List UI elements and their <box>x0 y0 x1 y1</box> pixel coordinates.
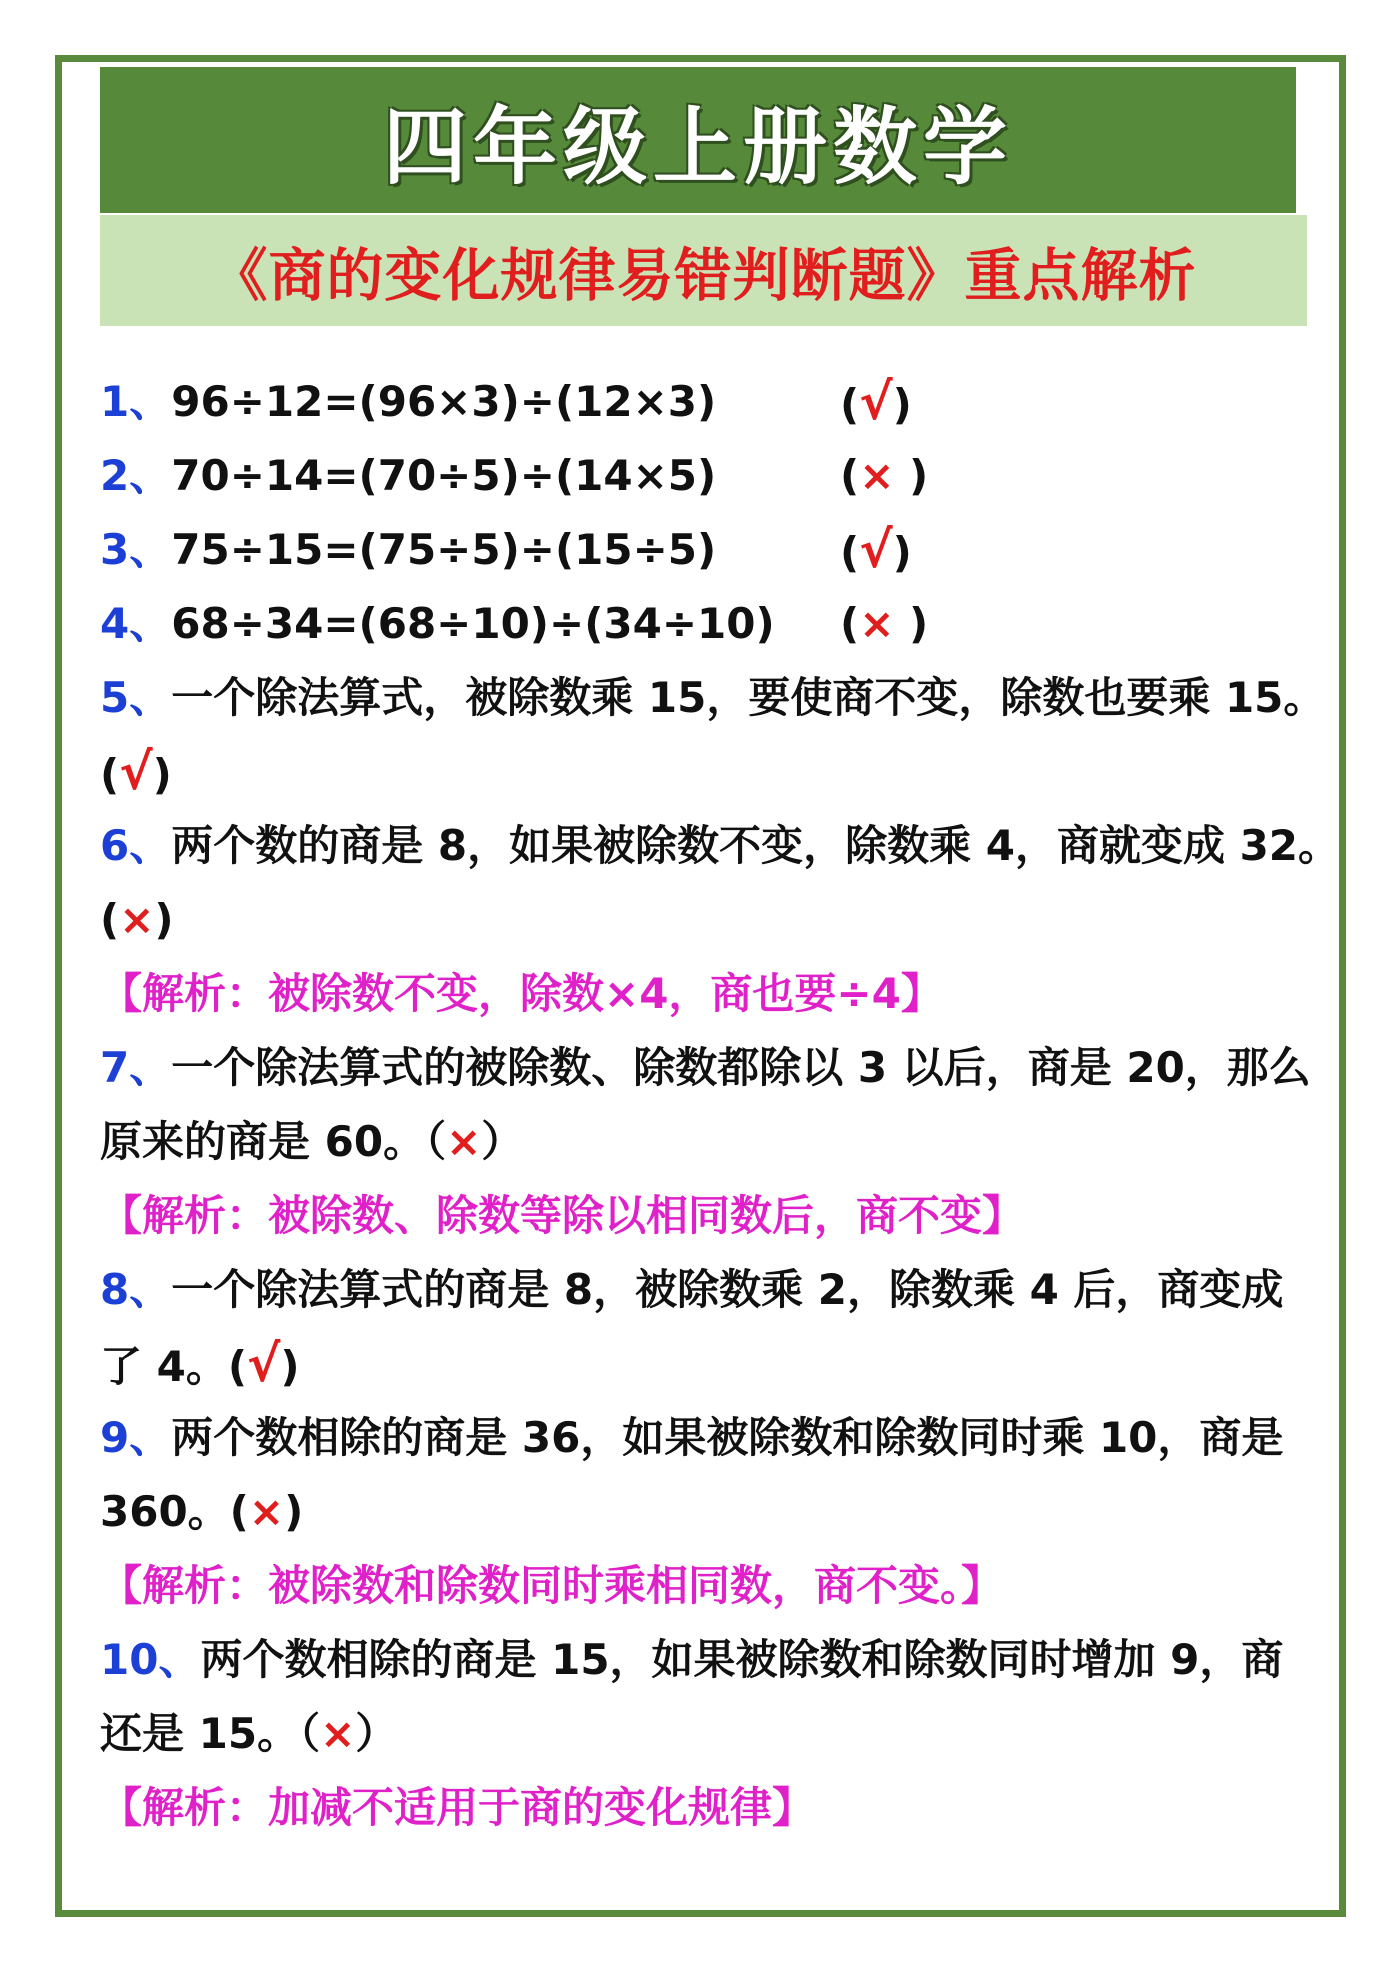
analysis-6: 【解析：被除数不变，除数×4，商也要÷4】 <box>100 969 943 1018</box>
answer-mark <box>840 439 928 513</box>
answer-mark <box>840 365 912 442</box>
question-text: 一个除法算式的商是 8，被除数乘 2，除数乘 4 后，商变成 <box>171 1265 1284 1314</box>
mark-open: ( <box>840 599 860 648</box>
cross-icon: × <box>119 895 155 944</box>
mark-close: ） <box>355 1709 398 1758</box>
subtitle-banner <box>100 215 1307 326</box>
question-text: 两个数的商是 8，如果被除数不变，除数乘 4，商就变成 32。 <box>171 821 1341 870</box>
page-subtitle: 《商的变化规律易错判断题》重点解析 <box>210 242 1197 309</box>
question-9-cont <box>100 1475 1315 1549</box>
check-icon: √ <box>247 1335 281 1393</box>
question-number: 8 <box>100 1265 130 1314</box>
question-text: 96÷12=(96×3)÷(12×3) <box>171 377 717 426</box>
question-text: 70÷14=(70÷5)÷(14×5) <box>171 451 717 500</box>
page-title: 四年级上册数学 <box>382 97 1013 196</box>
check-icon: √ <box>119 743 153 801</box>
question-text-cont: 360。( <box>100 1487 249 1536</box>
mark-open: ( <box>100 895 120 944</box>
mark-close: ) <box>154 895 174 944</box>
mark-open: ( <box>840 451 860 500</box>
question-separator: 、 <box>129 599 172 648</box>
question-number: 2 <box>100 451 130 500</box>
mark-open: ( <box>840 528 860 577</box>
question-8-cont <box>100 1327 1315 1401</box>
cross-icon: × <box>859 451 895 500</box>
analysis-9: 【解析：被除数和除数同时乘相同数，商不变。】 <box>100 1561 1004 1610</box>
question-1 <box>100 365 1315 439</box>
mark-open: ( <box>840 380 860 429</box>
question-number: 5 <box>100 673 130 722</box>
cross-icon: × <box>248 1487 285 1536</box>
question-number: 3 <box>100 525 130 574</box>
question-separator: 、 <box>129 451 172 500</box>
cross-icon: × <box>446 1117 482 1166</box>
question-list <box>100 365 1341 1845</box>
question-9 <box>100 1401 1315 1475</box>
question-10-cont <box>100 1697 1315 1771</box>
question-separator: 、 <box>129 673 172 722</box>
question-separator: 、 <box>158 1635 201 1684</box>
question-number: 10 <box>100 1635 159 1684</box>
question-separator: 、 <box>129 525 172 574</box>
mark-close: ) <box>152 750 172 799</box>
question-10 <box>100 1623 1315 1697</box>
question-6 <box>100 809 1341 883</box>
mark-close: ) <box>284 1487 304 1536</box>
question-text: 两个数相除的商是 15，如果被除数和除数同时增加 9，商 <box>200 1635 1284 1684</box>
question-text-cont: 了 4。( <box>100 1342 248 1391</box>
question-5-answer <box>100 735 1315 809</box>
question-text: 一个除法算式的被除数、除数都除以 3 以后，商是 20，那么 <box>171 1043 1311 1092</box>
answer-mark <box>840 513 912 590</box>
question-number: 1 <box>100 377 130 426</box>
question-separator: 、 <box>129 377 172 426</box>
mark-close: ) <box>894 451 929 500</box>
check-icon: √ <box>859 373 893 431</box>
question-7-cont <box>100 1105 1315 1179</box>
cross-icon: × <box>859 599 895 648</box>
question-text: 68÷34=(68÷10)÷(34÷10) <box>171 599 775 648</box>
mark-close: ) <box>280 1342 300 1391</box>
mark-close: ） <box>481 1117 524 1166</box>
question-separator: 、 <box>129 1043 172 1092</box>
question-text: 75÷15=(75÷5)÷(15÷5) <box>171 525 717 574</box>
question-number: 7 <box>100 1043 130 1092</box>
question-4 <box>100 587 1315 661</box>
question-text-cont: 还是 15。（ <box>100 1709 321 1758</box>
mark-close: ) <box>894 599 929 648</box>
question-number: 6 <box>100 821 130 870</box>
question-separator: 、 <box>129 821 172 870</box>
question-2 <box>100 439 1315 513</box>
question-6-answer <box>100 883 1315 957</box>
mark-open: ( <box>100 750 120 799</box>
analysis-10: 【解析：加减不适用于商的变化规律】 <box>100 1783 815 1832</box>
mark-close: ) <box>892 528 912 577</box>
question-3 <box>100 513 1315 587</box>
question-number: 4 <box>100 599 130 648</box>
check-icon: √ <box>859 521 893 579</box>
question-separator: 、 <box>129 1265 172 1314</box>
question-8 <box>100 1253 1315 1327</box>
answer-mark <box>840 587 928 661</box>
mark-close: ) <box>892 380 912 429</box>
question-separator: 、 <box>129 1413 172 1462</box>
question-5 <box>100 661 1326 735</box>
cross-icon: × <box>320 1709 356 1758</box>
title-banner <box>100 67 1296 213</box>
question-text: 两个数相除的商是 36，如果被除数和除数同时乘 10，商是 <box>171 1413 1284 1462</box>
question-7 <box>100 1031 1315 1105</box>
question-text: 一个除法算式，被除数乘 15，要使商不变，除数也要乘 15。 <box>171 673 1326 722</box>
question-number: 9 <box>100 1413 130 1462</box>
analysis-7: 【解析：被除数、除数等除以相同数后，商不变】 <box>100 1191 1025 1240</box>
question-text-cont: 原来的商是 60。（ <box>100 1117 447 1166</box>
